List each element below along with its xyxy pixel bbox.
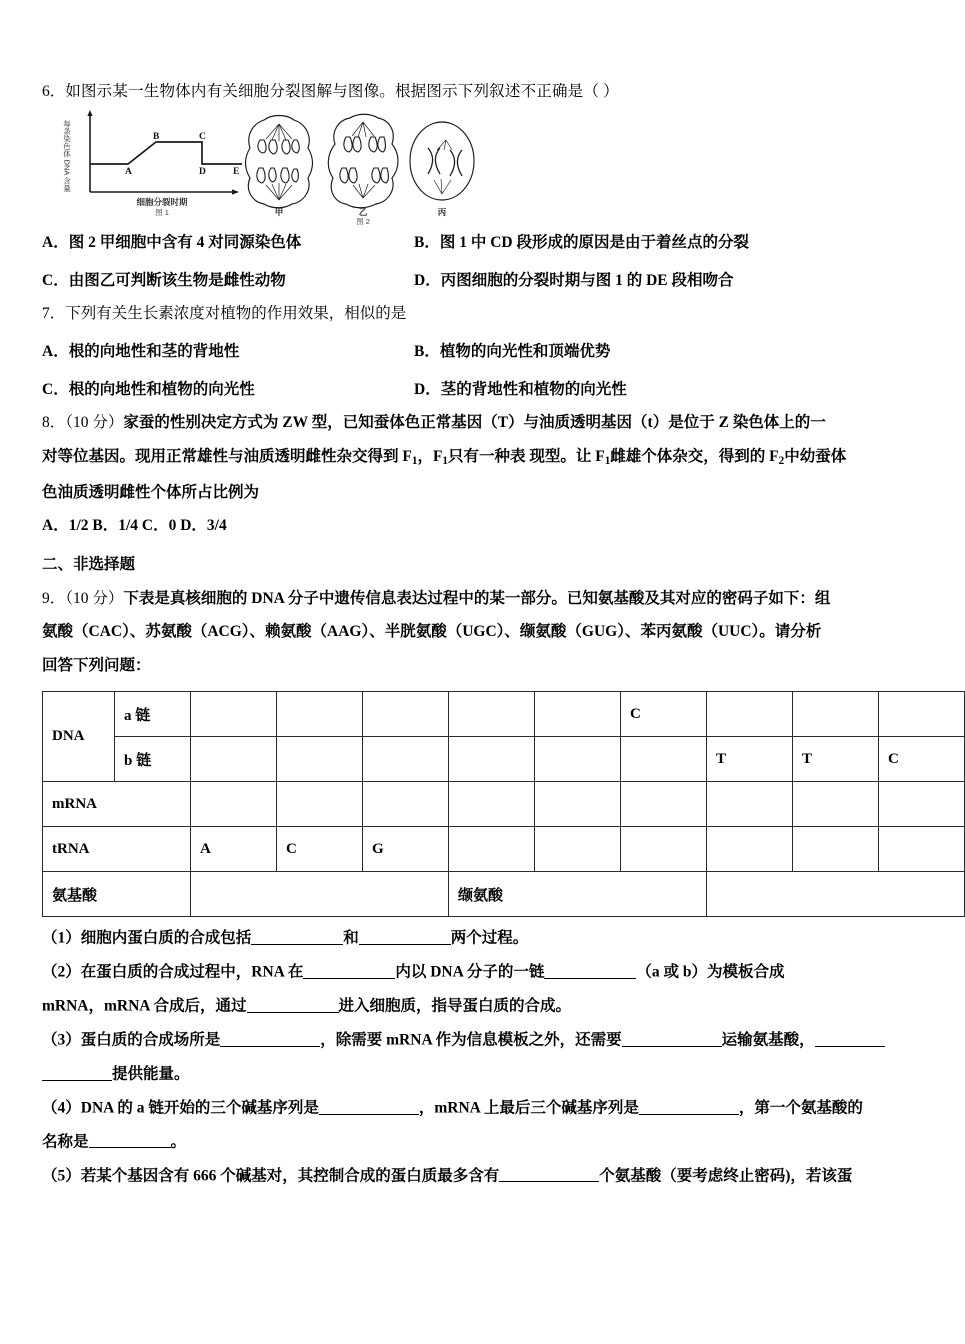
sub-3-text-c: 运输氨基酸，: [721, 1031, 815, 1049]
q8-subscript-3: 1: [604, 454, 611, 467]
question-9-sub-3-line-2: [42, 1065, 914, 1082]
sub-3-blank-3a[interactable]: [815, 1031, 885, 1047]
question-9-sub-2-line-2: [42, 997, 914, 1014]
cell-trna-9: [879, 827, 965, 872]
sub-2-text-c: （a 或 b）为模板合成: [636, 963, 785, 981]
question-6-option-C: [42, 268, 414, 290]
cell-a-9: [879, 692, 965, 737]
sub-5-blank-1[interactable]: [499, 1167, 599, 1183]
table-label-amino-acid: 氨基酸: [43, 872, 191, 917]
figure-2-svg: [238, 106, 478, 226]
sub-1-text-b: 和: [343, 929, 359, 947]
question-9-line-3: 回答下列问题：: [42, 656, 151, 674]
figure-1-label-D: D: [199, 166, 206, 177]
sub-4-text-b: ，mRNA 上最后三个碱基序列是: [418, 1099, 639, 1117]
question-9-sub-5: [42, 1167, 914, 1184]
q7-option-A-text: 根的向地性和茎的背地性: [68, 343, 240, 360]
option-D-key: D．: [414, 271, 441, 289]
figure-1-label-C: C: [199, 131, 206, 142]
cell-a-5: [535, 692, 621, 737]
sub-4-blank-1[interactable]: [319, 1099, 419, 1115]
figure-1-data-line: [90, 142, 242, 164]
q7-option-D-key: D．: [414, 381, 441, 398]
sub-2-text-a: （2）在蛋白质的合成过程中，RNA 在: [42, 963, 304, 981]
cell-amino-1: [191, 872, 449, 917]
figure-1-x-axis-label: 细胞分裂时期: [136, 196, 188, 207]
question-7-stem-row: [42, 306, 914, 322]
cell-b-7: T: [707, 737, 793, 782]
table-label-mrna: mRNA: [43, 782, 191, 827]
cell-mrna-5: [535, 782, 621, 827]
table-row-amino-acid: [43, 872, 965, 917]
question-9-number: 9．: [42, 589, 66, 607]
cell-trna-8: [793, 827, 879, 872]
option-D-text: 丙图细胞的分裂时期与图 1 的 DE 段相吻合: [440, 271, 734, 289]
figure-2-cell-bing: [410, 122, 474, 200]
question-8-line-3: 色油质透明雌性个体所占比例为: [42, 483, 260, 501]
question-9-line-1: [42, 591, 914, 607]
q8-subscript-1: 1: [411, 454, 418, 467]
question-7-number: 7．: [42, 304, 66, 322]
option-A-key: A．: [42, 233, 69, 251]
question-6-option-row-2: [42, 268, 914, 290]
cell-mrna-8: [793, 782, 879, 827]
cell-mrna-9: [879, 782, 965, 827]
q8-subscript-4: 2: [778, 454, 785, 467]
question-6-option-D: [414, 268, 914, 290]
sub-4-blank-3[interactable]: [89, 1133, 171, 1149]
cell-b-8: T: [793, 737, 879, 782]
figure-1-label-A: A: [125, 166, 132, 177]
figure-1-dna-content-chart: [56, 108, 251, 218]
question-9-line-2: 氨酸（CAC）、苏氨酸（ACG）、赖氨酸（AAG）、半胱氨酸（UGC）、缬氨酸（GUG）、苯丙氨酸（UUC）。请分析: [42, 623, 822, 641]
question-7-options: [42, 339, 914, 399]
figure-1-svg: [56, 108, 251, 218]
figure-1-caption: 图 1: [155, 207, 169, 217]
question-7-stem: 下列有关生长素浓度对植物的作用效果，相似的是: [65, 304, 407, 322]
cell-trna-4: [449, 827, 535, 872]
sub-3-blank-1[interactable]: [220, 1031, 320, 1047]
cell-mrna-1: [191, 782, 277, 827]
question-6-stem: 如图示某一生物体内有关细胞分裂图解与图像。根据图示下列叙述不正确是（ ）: [65, 83, 619, 100]
q7-option-A-key: A．: [42, 343, 69, 360]
question-8-text-1: 家蚕的性别决定方式为 ZW 型，已知蚕体色正常基因（T）与油质透明基因（t）是位于 Z 染色体上的一: [123, 414, 826, 431]
sub-3-blank-3b[interactable]: [42, 1065, 112, 1081]
sub-2-blank-2[interactable]: [544, 963, 636, 979]
table-label-dna: DNA: [43, 692, 115, 782]
cell-b-1: [191, 737, 277, 782]
sub-5-text-b: 个氨基酸（要考虑终止密码)，若该蛋: [599, 1167, 853, 1185]
question-7-option-B: [414, 339, 914, 361]
cell-trna-1: A: [191, 827, 277, 872]
sub-4-blank-2[interactable]: [639, 1099, 739, 1115]
question-9-sub-4-line-2: [42, 1133, 914, 1150]
sub-4-text-c: ，第一个氨基酸的: [738, 1099, 863, 1117]
cell-mrna-4: [449, 782, 535, 827]
question-9-text-1: 下表是真核细胞的 DNA 分子中遗传信息表达过程中的某一部分。已知氨基酸及其对应的密码子如下：组: [123, 589, 831, 607]
sub-2-blank-1[interactable]: [303, 963, 395, 979]
question-9-sub-1: [42, 929, 914, 946]
table-row-dna-b-chain: [43, 737, 965, 782]
option-C-key: C．: [42, 271, 69, 289]
question-8-line-2: [42, 449, 914, 467]
cell-b-4: [449, 737, 535, 782]
question-8-text-2e: 中幼蚕体: [784, 447, 847, 465]
question-8-text-2a: 对等位基因。现用正常雄性与油质透明雌性杂交得到 F: [42, 447, 412, 465]
q8-subscript-2: 1: [442, 454, 448, 467]
question-8-text-2b: ，F: [417, 447, 443, 465]
question-6-option-A: [42, 230, 414, 252]
cell-amino-3: [707, 872, 965, 917]
figure-2-cell-division-images: [238, 106, 478, 226]
cell-b-9: C: [879, 737, 965, 782]
cell-mrna-3: [363, 782, 449, 827]
figure-2-label-jia: 甲: [274, 206, 284, 217]
cell-amino-2: 缬氨酸: [449, 872, 707, 917]
sub-2-text-b: 内以 DNA 分子的一链: [395, 963, 545, 981]
figure-2-caption: 图 2: [356, 216, 370, 226]
sub-3-blank-2[interactable]: [622, 1031, 722, 1047]
q7-option-B-key: B．: [414, 343, 440, 360]
sub-1-blank-1[interactable]: [251, 929, 343, 945]
table-label-trna: tRNA: [43, 827, 191, 872]
sub-3-text-a: （3）蛋白质的合成场所是: [42, 1031, 221, 1049]
cell-mrna-7: [707, 782, 793, 827]
sub-1-blank-2[interactable]: [359, 929, 451, 945]
table-row-trna: [43, 827, 965, 872]
cell-a-1: [191, 692, 277, 737]
question-7-option-row-1: [42, 339, 914, 361]
cell-b-2: [277, 737, 363, 782]
question-7-option-A: [42, 339, 414, 361]
question-8-score: （10 分）: [65, 414, 124, 431]
question-8-text-2d: 雌雄个体杂交，得到的 F: [610, 447, 779, 465]
sub-4-text-d: 名称是: [42, 1133, 89, 1151]
option-C-text: 由图乙可判断该生物是雌性动物: [68, 271, 286, 289]
table-row-mrna: [43, 782, 965, 827]
cell-b-6: [621, 737, 707, 782]
sub-3-text-b: ，除需要 mRNA 作为信息模板之外，还需要: [320, 1031, 622, 1049]
figure-2-label-yi: 乙: [358, 206, 368, 217]
question-8-line-1: [42, 415, 914, 431]
cell-mrna-2: [277, 782, 363, 827]
question-9-score: （10 分）: [65, 589, 124, 607]
question-9-sub-2-line-1: [42, 963, 914, 980]
page-content: [42, 84, 914, 1201]
figure-1-y-axis-label: 每条染色体 DNA 含量: [62, 119, 72, 192]
q7-option-D-text: 茎的背地性和植物的向光性: [440, 381, 627, 398]
sub-3-text-d: 提供能量。: [112, 1065, 190, 1083]
cell-mrna-6: [621, 782, 707, 827]
sub-1-text-c: 两个过程。: [450, 929, 529, 947]
figure-2-cell-yi: [328, 114, 398, 208]
question-8-text-2c: 只有一种表 现型。让 F: [447, 447, 605, 465]
cell-b-5: [535, 737, 621, 782]
sub-4-text-a: （4）DNA 的 a 链开始的三个碱基序列是: [42, 1099, 319, 1117]
cell-trna-5: [535, 827, 621, 872]
question-6-stem-row: [42, 84, 914, 100]
cell-a-3: [363, 692, 449, 737]
sub-1-text-a: （1）细胞内蛋白质的合成包括: [42, 929, 252, 947]
sub-2-blank-3[interactable]: [247, 997, 339, 1013]
question-6-option-row-1: [42, 230, 914, 252]
option-B-key: B．: [414, 233, 440, 251]
sub-2-text-e: 进入细胞质，指导蛋白质的合成。: [338, 997, 572, 1015]
cell-b-3: [363, 737, 449, 782]
figure-1-label-B: B: [153, 131, 160, 142]
question-6-options: [42, 230, 914, 290]
question-9-sub-3-line-1: [42, 1031, 914, 1048]
sub-4-text-e: 。: [170, 1133, 187, 1151]
cell-trna-6: [621, 827, 707, 872]
cell-trna-7: [707, 827, 793, 872]
question-6-figures: [42, 106, 914, 226]
option-B-text: 图 1 中 CD 段形成的原因是由于着丝点的分裂: [439, 233, 749, 251]
q7-option-C-text: 根的向地性和植物的向光性: [68, 381, 255, 398]
genetic-expression-table: [42, 691, 965, 917]
section-2-title: 二、非选择题: [42, 555, 136, 573]
figure-2-label-bing: 丙: [437, 206, 447, 217]
question-8-answer-options: A．1/2 B．1/4 C．0 D．3/4: [42, 517, 227, 535]
figure-2-cell-jia: [246, 115, 313, 207]
q7-option-B-text: 植物的向光性和顶端优势: [439, 343, 611, 360]
option-A-text: 图 2 甲细胞中含有 4 对同源染色体: [68, 233, 302, 251]
q7-option-C-key: C．: [42, 381, 69, 398]
table-row-dna-a-chain: [43, 692, 965, 737]
figure-1-label-E: E: [233, 166, 240, 177]
question-9-sub-4-line-1: [42, 1099, 914, 1116]
table-label-a-chain: a 链: [115, 692, 191, 737]
question-7-option-row-2: [42, 377, 914, 399]
cell-a-6: C: [621, 692, 707, 737]
figure-1-y-axis-arrow: [87, 110, 92, 116]
question-6-option-B: [414, 230, 914, 252]
question-7-option-C: [42, 377, 414, 399]
table-label-b-chain: b 链: [115, 737, 191, 782]
cell-trna-3: G: [363, 827, 449, 872]
sub-5-text-a: （5）若某个基因含有 666 个碱基对，其控制合成的蛋白质最多含有: [42, 1167, 500, 1185]
cell-a-2: [277, 692, 363, 737]
cell-a-7: [707, 692, 793, 737]
cell-a-8: [793, 692, 879, 737]
cell-trna-2: C: [277, 827, 363, 872]
question-8-number: 8．: [42, 414, 66, 431]
sub-2-text-d: mRNA，mRNA 合成后，通过: [42, 997, 247, 1015]
question-6-number: 6．: [42, 83, 66, 100]
question-7-option-D: [414, 377, 914, 399]
cell-a-4: [449, 692, 535, 737]
